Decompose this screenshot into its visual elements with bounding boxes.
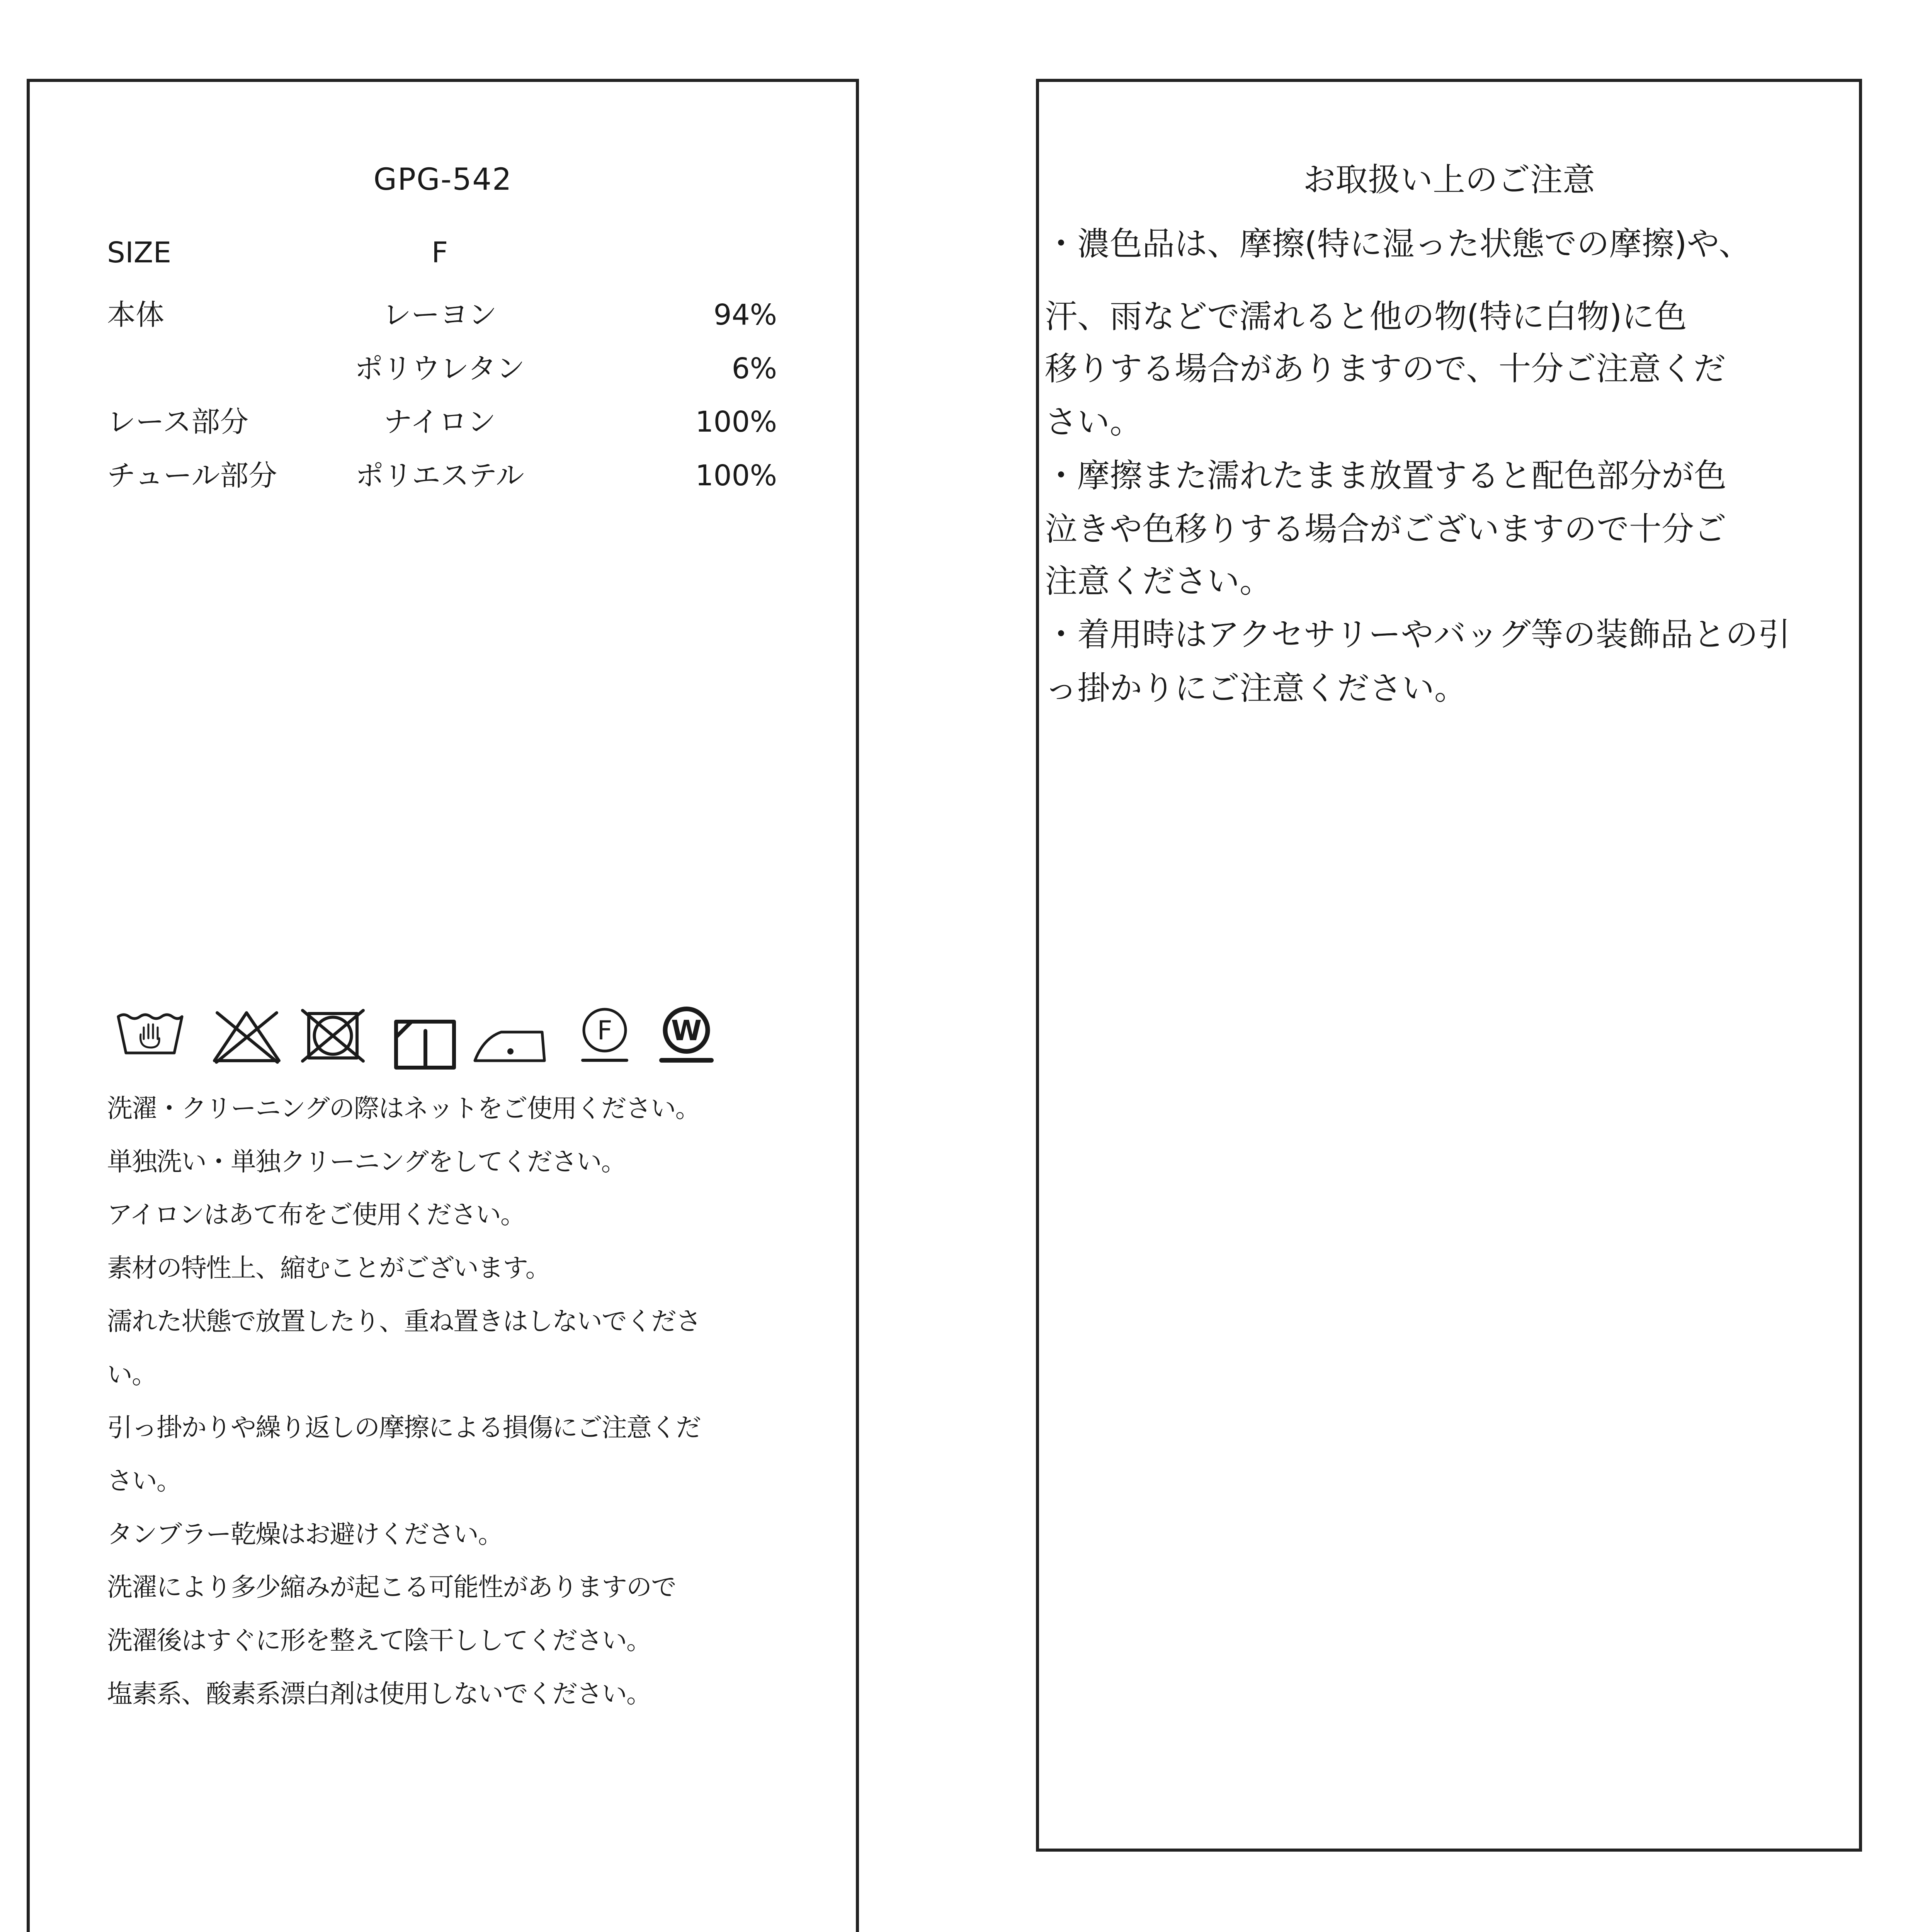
composition-percent: 94%: [713, 298, 777, 332]
composition-percent: 100%: [695, 459, 777, 492]
notice-line: さい。: [1045, 403, 1143, 441]
notice-line: 注意ください。: [1045, 562, 1272, 600]
notice-line: ・摩擦また濡れたまま放置すると配色部分が色: [1045, 457, 1727, 495]
handling-notice-label: [1036, 79, 1862, 1852]
care-instruction-line: 塩素系、酸素系漂白剤は使用しないでください。: [107, 1679, 651, 1709]
composition-part: 本体: [107, 298, 164, 332]
care-instructions: [107, 1082, 701, 1720]
care-instruction-line: 洗濯後はすぐに形を整えて陰干ししてください。: [107, 1626, 651, 1656]
composition-care-label: [27, 79, 859, 1932]
size-label: SIZE: [107, 236, 172, 269]
composition-part: レース部分: [107, 405, 249, 439]
care-instruction-line: 単独洗い・単独クリーニングをしてください。: [107, 1146, 626, 1177]
wet-clean-letter: W: [671, 1014, 702, 1047]
care-instruction-line: タンブラー乾燥はお避けください。: [107, 1519, 503, 1549]
size-row: [30, 230, 856, 276]
dry-clean-f-icon: [577, 1006, 633, 1064]
care-instruction-line: い。: [107, 1359, 156, 1389]
shade-hang-dry-icon: [394, 1019, 456, 1070]
composition-percent: 6%: [731, 352, 777, 385]
notice-title: お取扱い上のご注意: [1303, 161, 1595, 199]
notice-line: 泣きや色移りする場合がございますので十分ご: [1045, 510, 1727, 548]
product-code: GPG-542: [373, 162, 512, 197]
composition-row: [30, 399, 856, 445]
notice-line: ・濃色品は、摩擦(特に湿った状態での摩擦)や、: [1045, 225, 1751, 263]
no-tumble-dry-icon: [300, 1009, 366, 1063]
care-instruction-line: 濡れた状態で放置したり、重ね置きはしないでくださ: [107, 1306, 701, 1336]
care-instruction-line: さい。: [107, 1466, 181, 1496]
care-instruction-line: 洗濯・クリーニングの際はネットをご使用ください。: [107, 1094, 700, 1123]
iron-low-temp-icon: [473, 1017, 547, 1064]
composition-row: [30, 452, 856, 499]
notice-line: 移りする場合がありますので、十分ご注意くだ: [1045, 350, 1726, 388]
dry-clean-letter: F: [597, 1015, 612, 1046]
composition-material: ポリウレタン: [354, 352, 525, 385]
size-value: F: [431, 236, 448, 269]
notice-line: っ掛かりにご注意ください。: [1045, 669, 1467, 707]
notice-line: 汗、雨などで濡れると他の物(特に白物)に色: [1045, 298, 1687, 335]
care-instruction-line: 引っ掛かりや繰り返しの摩擦による損傷にご注意くだ: [107, 1413, 701, 1443]
care-instruction-line: アイロンはあて布をご使用ください。: [107, 1200, 526, 1230]
wet-clean-w-icon: [654, 1006, 719, 1064]
no-bleach-icon: [211, 1009, 282, 1064]
composition-material: ナイロン: [383, 405, 496, 439]
care-instruction-line: 洗濯により多少縮みが起こる可能性がありますので: [107, 1572, 676, 1602]
composition-part: チュール部分: [107, 459, 277, 492]
care-instruction-line: 素材の特性上、縮むことがございます。: [107, 1253, 550, 1283]
notice-line: ・着用時はアクセサリーやバッグ等の装飾品との引: [1045, 616, 1791, 653]
composition-percent: 100%: [695, 405, 777, 439]
composition-row: [30, 345, 856, 392]
composition-row: [30, 292, 856, 338]
hand-wash-icon: [116, 1010, 184, 1055]
composition-material: レーヨン: [383, 298, 497, 332]
composition-material: ポリエステル: [355, 459, 524, 492]
